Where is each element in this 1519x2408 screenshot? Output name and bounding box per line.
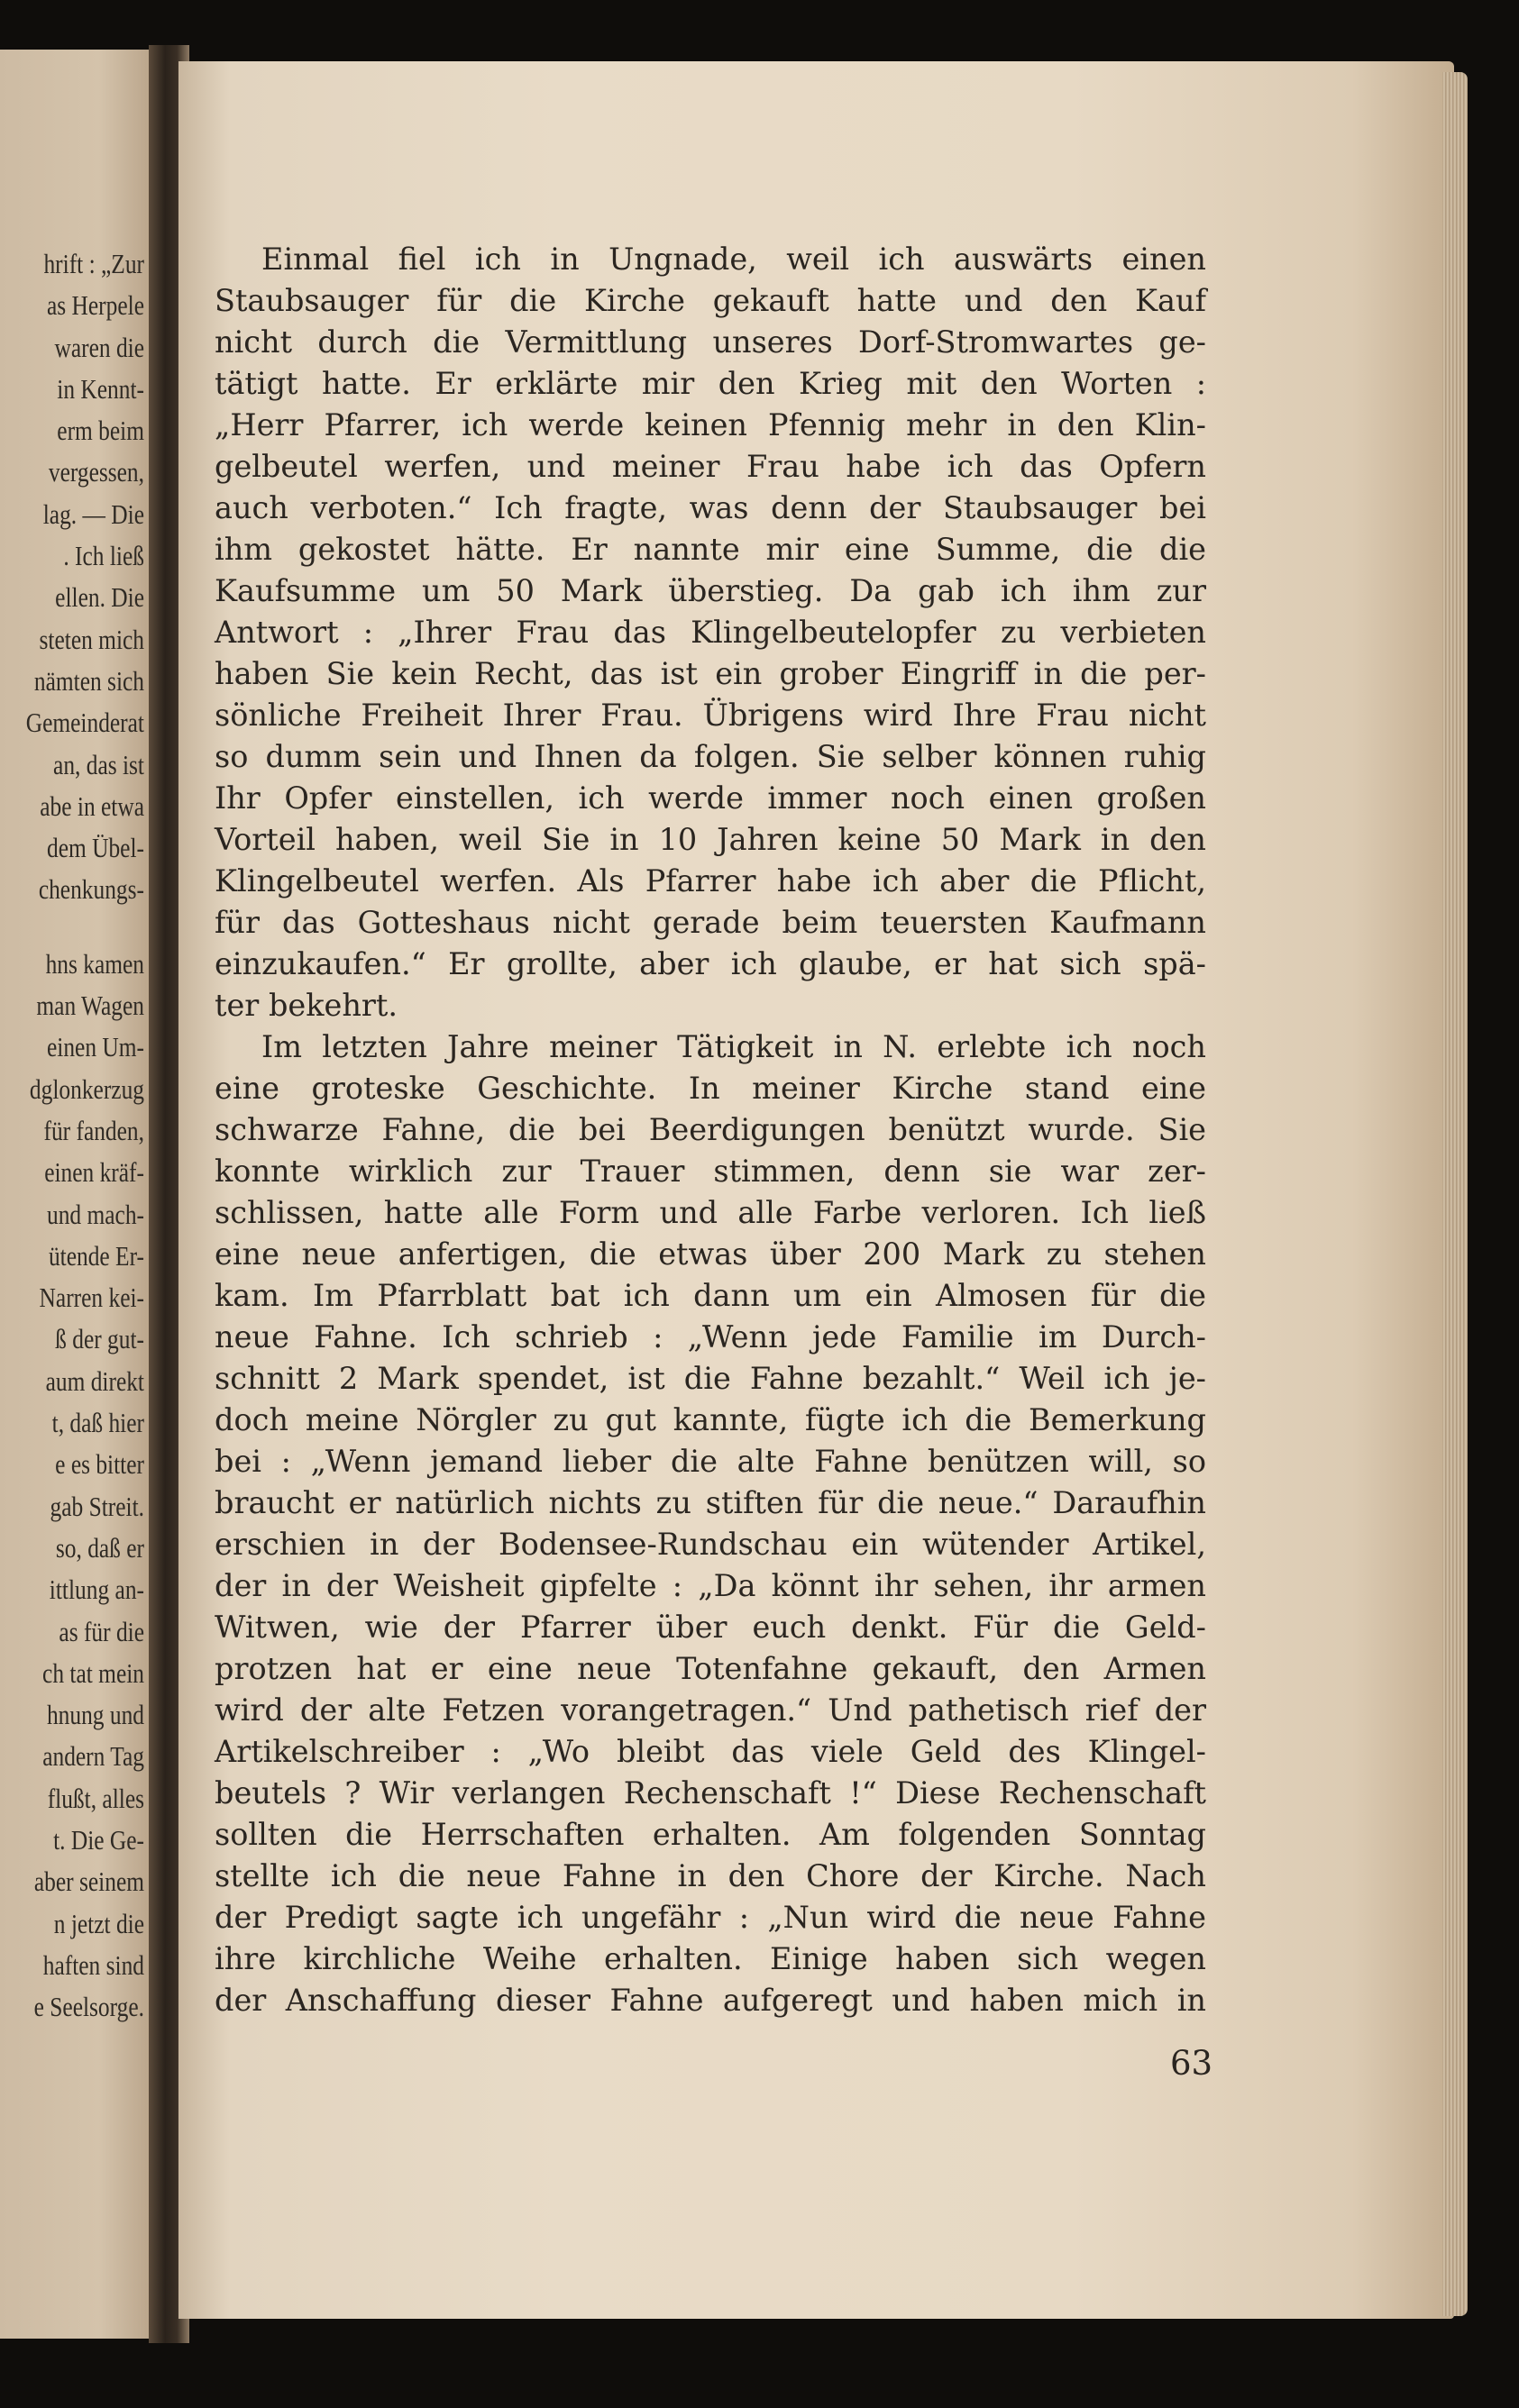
text-line: schlissen, hatte alle Form und alle Farbe verloren. Ich ließ xyxy=(215,1195,1206,1230)
left-page-line: einen kräf- xyxy=(44,1156,145,1189)
left-page-line: vergessen, xyxy=(48,456,144,488)
left-page-line: as Herpele xyxy=(47,289,144,322)
paragraph-2 xyxy=(215,1026,1206,2021)
left-page-line: hrift : „Zur xyxy=(43,248,144,279)
left-page-line: aum direkt xyxy=(45,1364,144,1397)
left-page-line: as für die xyxy=(59,1615,144,1647)
left-page-line: hns kamen xyxy=(45,947,144,980)
left-page-line: aber seinem xyxy=(33,1865,144,1898)
text-line: kam. Im Pfarrblatt bat ich dann um ein Almosen für die xyxy=(215,1278,1206,1313)
text-line: sönliche Freiheit Ihrer Frau. Übrigens wird Ihre Frau nicht xyxy=(215,698,1206,733)
text-line: Im letzten Jahre meiner Tätigkeit in N. erlebte ich noch xyxy=(261,1029,1206,1064)
text-line: sollten die Herrschaften erhalten. Am folgenden Sonntag xyxy=(215,1817,1206,1852)
left-page-line: erm beim xyxy=(57,415,144,447)
text-line: schnitt 2 Mark spendet, ist die Fahne bezahlt.“ Weil ich je- xyxy=(215,1361,1206,1396)
text-line: bei : „Wenn jemand lieber die alte Fahne benützen will, so xyxy=(215,1444,1206,1479)
left-page-line: nämten sich xyxy=(33,664,145,697)
text-line: ihm gekostet hätte. Er nannte mir eine Summe, die die xyxy=(215,532,1206,567)
text-line: der Anschaffung dieser Fahne aufgeregt und haben mich in xyxy=(215,1983,1206,2018)
left-page-line: haften sind xyxy=(42,1948,144,1981)
text-line: einzukaufen.“ Er grollte, aber ich glaube, er hat sich spä- xyxy=(215,946,1206,981)
left-page-line: ellen. Die xyxy=(55,581,144,614)
text-line: so dumm sein und Ihnen da folgen. Sie selber können ruhig xyxy=(215,739,1206,774)
left-page-line: man Wagen xyxy=(36,990,145,1022)
text-line: schwarze Fahne, die bei Beerdigungen benützt wurde. Sie xyxy=(215,1112,1206,1147)
left-page-line: t, daß hier xyxy=(51,1407,144,1439)
left-page-line: hnung und xyxy=(46,1699,145,1731)
text-line: Kaufsumme um 50 Mark überstieg. Da gab ich ihm zur xyxy=(215,573,1206,608)
left-page-line: für fanden, xyxy=(43,1114,145,1146)
left-page-line: an, das ist xyxy=(53,748,144,780)
left-page-line: so, daß er xyxy=(55,1531,144,1564)
text-line: eine neue anfertigen, die etwas über 200 Mark zu stehen xyxy=(215,1236,1206,1272)
text-line: eine groteske Geschichte. In meiner Kirche stand eine xyxy=(215,1071,1206,1106)
paragraph-1 xyxy=(215,239,1206,1026)
text-line: der Predigt sagte ich ungefähr : „Nun wird die neue Fahne xyxy=(215,1900,1206,1935)
left-page-line: dglonkerzug xyxy=(29,1072,144,1105)
text-line: Witwen, wie der Pfarrer über euch denkt. Für die Geld- xyxy=(215,1610,1206,1645)
left-page-line: Narren kei- xyxy=(39,1282,145,1314)
left-page-line: ittlung an- xyxy=(49,1573,144,1606)
left-page-line: ütende Er- xyxy=(48,1239,144,1272)
text-line: doch meine Nörgler zu gut kannte, fügte ich die Bemerkung xyxy=(215,1402,1206,1437)
text-line: ihre kirchliche Weihe erhalten. Einige haben sich wegen xyxy=(215,1941,1206,1976)
left-page-line: waren die xyxy=(54,331,144,363)
text-line: braucht er natürlich nichts zu stiften für die neue.“ Daraufhin xyxy=(215,1485,1206,1520)
text-line: ter bekehrt. xyxy=(215,988,398,1023)
text-line: erschien in der Bodensee-Rundschau ein wütender Artikel, xyxy=(215,1527,1206,1562)
text-line: Ihr Opfer einstellen, ich werde immer noch einen großen xyxy=(215,780,1206,816)
left-page-line: flußt, alles xyxy=(47,1782,144,1814)
left-page-line: ch tat mein xyxy=(42,1656,144,1689)
left-page-line: Gemeinderat xyxy=(25,707,144,739)
left-page-line: dem Übel- xyxy=(46,832,144,864)
text-line: Einmal fiel ich in Ungnade, weil ich auswärts einen xyxy=(261,242,1206,277)
text-line: Staubsauger für die Kirche gekauft hatte und den Kauf xyxy=(215,283,1206,318)
text-line: für das Gotteshaus nicht gerade beim teuersten Kaufmann xyxy=(215,905,1206,940)
left-page-line: einen Um- xyxy=(46,1031,144,1063)
body-text xyxy=(215,239,1206,2021)
text-line: haben Sie kein Recht, das ist ein grober Eingriff in die per- xyxy=(215,656,1206,691)
text-line: beutels ? Wir verlangen Rechenschaft !“ Diese Rechenschaft xyxy=(215,1775,1206,1811)
left-page-line: n jetzt die xyxy=(53,1907,145,1939)
left-page-line: t. Die Ge- xyxy=(53,1823,144,1856)
text-line: stellte ich die neue Fahne in den Chore der Kirche. Nach xyxy=(215,1858,1206,1893)
text-line: Klingelbeutel werfen. Als Pfarrer habe ich aber die Pflicht, xyxy=(215,863,1206,898)
text-line: der in der Weisheit gipfelte : „Da könnt ihr sehen, ihr armen xyxy=(215,1568,1206,1603)
text-line: protzen hat er eine neue Totenfahne gekauft, den Armen xyxy=(215,1651,1206,1686)
text-line: Vorteil haben, weil Sie in 10 Jahren keine 50 Mark in den xyxy=(215,822,1206,857)
text-line: gelbeutel werfen, und meiner Frau habe ich das Opfern xyxy=(215,449,1206,484)
text-line: nicht durch die Vermittlung unseres Dorf-Stromwartes ge- xyxy=(215,324,1206,360)
text-line: wird der alte Fetzen vorangetragen.“ Und pathetisch rief der xyxy=(215,1692,1206,1728)
text-line: Antwort : „Ihrer Frau das Klingelbeutelopfer zu verbieten xyxy=(215,615,1206,650)
text-line: Artikelschreiber : „Wo bleibt das viele Geld des Klingel- xyxy=(215,1734,1206,1769)
left-page-line: andern Tag xyxy=(42,1740,145,1773)
left-page-line: e Seelsorge. xyxy=(33,1991,144,2023)
left-page-line: ß der gut- xyxy=(55,1323,144,1355)
page-edge xyxy=(1442,72,1468,2316)
left-page-line: . Ich ließ xyxy=(63,540,144,572)
left-page-line: gab Streit. xyxy=(50,1490,144,1522)
left-page-line: e es bitter xyxy=(55,1448,144,1481)
left-page-line: abe in etwa xyxy=(40,789,144,822)
left-page-line: steten mich xyxy=(39,623,144,655)
left-page-line: und mach- xyxy=(46,1198,144,1230)
text-line: konnte wirklich zur Trauer stimmen, denn sie war zer- xyxy=(215,1154,1206,1189)
left-page-line xyxy=(0,911,144,944)
left-page-line: chenkungs- xyxy=(38,873,144,906)
left-page-line: lag. — Die xyxy=(42,497,144,530)
text-line: neue Fahne. Ich schrieb : „Wenn jede Familie im Durch- xyxy=(215,1319,1206,1354)
text-line: tätigt hatte. Er erklärte mir den Krieg mit den Worten : xyxy=(215,366,1206,401)
text-line: auch verboten.“ Ich fragte, was denn der Staubsauger bei xyxy=(215,490,1206,525)
text-line: „Herr Pfarrer, ich werde keinen Pfennig mehr in den Klin- xyxy=(215,407,1206,442)
left-page-text xyxy=(0,243,144,2028)
page-number: 63 xyxy=(1170,2044,1213,2083)
left-page-line: in Kennt- xyxy=(57,372,144,405)
